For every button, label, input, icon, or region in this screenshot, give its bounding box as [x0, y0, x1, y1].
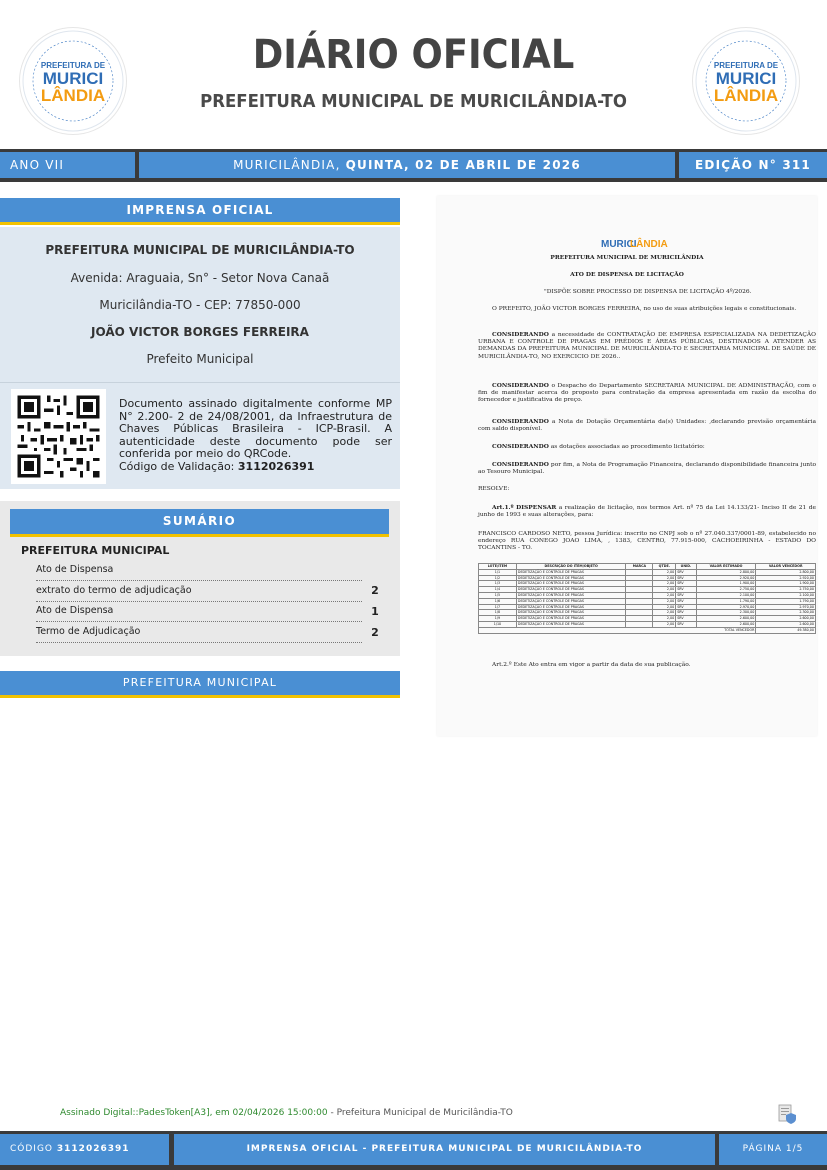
document-supplier: FRANCISCO CARDOSO NETO, pessoa Jurídica: inscrito no CNPJ sob o nº 27.040.337/0001-89, estabelecido no endereço RUA CONEGO JOAO LIMA, , 1383, CENTRO, 77.915-000, CACHOEIRINHA - ESTADO DO TOCANTINS - TO. [478, 531, 816, 552]
document-paragraph: O PREFEITO, JOÃO VICTOR BORGES FERREIRA, no uso de suas atribuições legais e constitucionais. [492, 306, 797, 312]
table-row: 1/3 DEDETIZAÇÃO E CONTROLE DE PRAGAS 2,00 SRV 1.900,00 1.900,00 [479, 581, 816, 587]
page-subtitle: PREFEITURA MUNICIPAL DE MURICILÂNDIA-TO [200, 91, 627, 112]
footer-bar [0, 1131, 827, 1170]
summary-item-label: Ato de Dispensa [36, 605, 114, 616]
mayor-role: Prefeito Municipal [146, 352, 254, 366]
table-header: VALOR VENCEDOR [756, 564, 816, 570]
summary-section-title: PREFEITURA MUNICIPAL [21, 544, 170, 557]
svg-text:LÂNDIA: LÂNDIA [713, 86, 779, 105]
digital-signature-notice [119, 398, 392, 474]
footer-title: IMPRENSA OFICIAL - PREFEITURA MUNICIPAL DE MURICILÂNDIA-TO [174, 1134, 715, 1165]
table-row: 1/4 DEDETIZAÇÃO E CONTROLE DE PRAGAS 2,00 SRV 2.750,00 2.750,00 [479, 587, 816, 593]
summary-item[interactable] [36, 581, 362, 602]
table-row: 1/6 DEDETIZAÇÃO E CONTROLE DE PRAGAS 2,00 SRV 1.790,00 1.790,00 [479, 598, 816, 604]
table-header: DESCRIÇÃO DO ITEM/OBJETO [516, 564, 625, 570]
signed-document-icon[interactable] [776, 1103, 798, 1125]
signature-org: - Prefeitura Municipal de Muricilândia-TO [327, 1108, 513, 1118]
edition-bar [0, 149, 827, 182]
section-bar: PREFEITURA MUNICIPAL [0, 671, 400, 698]
table-header: LOTE/ITEM [479, 564, 517, 570]
summary-item[interactable] [36, 622, 362, 643]
table-row: 1/8 DEDETIZAÇÃO E CONTROLE DE PRAGAS 2,00 SRV 2.300,00 2.300,00 [479, 610, 816, 616]
document-act-title: ATO DE DISPENSA DE LICITAÇÃO [570, 271, 684, 278]
scanned-act-document [437, 196, 817, 736]
validation-qr-code[interactable] [11, 389, 106, 484]
table-header: QTDE. [653, 564, 676, 570]
footer-code-value: 3112026391 [56, 1144, 130, 1154]
municipality-logo-right [693, 28, 799, 134]
table-row: 1/7 DEDETIZAÇÃO E CONTROLE DE PRAGAS 2,00 SRV 2.970,00 2.970,00 [479, 604, 816, 610]
summary-item-page: 1 [371, 605, 379, 618]
svg-text:MURICI: MURICI [715, 69, 777, 88]
divider [0, 382, 400, 383]
total-label: TOTAL VENCEDOR [479, 627, 756, 633]
svg-text:LÂNDIA: LÂNDIA [630, 239, 668, 250]
document-paragraph: CONSIDERANDO a necessidade de CONTRATAÇÃO DE EMPRESA ESPECIALIZADA NA DEDETIZAÇÃO URBANA E CONTROLE DE PRAGAS EM PRÉDIOS E ÁREAS PÚBLICAS, DESTINADOS A ATENDER AS DEMANDAS DA PREFEITURA MUNICIPAL DE MURICILÂNDIA-TO E SECRETARIA MUNICIPAL DE SAÚDE DE MURICILÂNDIA-TO, NO EXERCICIO DE 2026.. [478, 331, 816, 360]
table-row: 1/10 DEDETIZAÇÃO E CONTROLE DE PRAGAS 2,00 SRV 2.600,00 2.600,00 [479, 621, 816, 627]
svg-text:MURICI: MURICI [601, 239, 637, 250]
document-article-1: Art.1.º DISPENSAR a realização de licitação, nos termos Art. nº 75 da Lei 14.133/21- Inciso II de 21 de junho de 1993 e suas alterações, para: [478, 504, 817, 519]
qr-code-icon [11, 389, 106, 484]
org-name: PREFEITURA MUNICIPAL DE MURICILÂNDIA-TO [45, 243, 355, 257]
document-paragraph: CONSIDERANDO a Nota de Dotação Orçamentária da(s) Unidades: ,declarando previsão orçamentária com saldo disponível. [478, 418, 816, 433]
signature-info: Assinado Digital::PadesToken[A3], em 02/04/2026 15:00:00 [60, 1108, 328, 1118]
page-title: DIÁRIO OFICIAL [252, 32, 575, 78]
total-value: 49.380,00 [756, 627, 816, 633]
imprensa-heading: IMPRENSA OFICIAL [0, 198, 400, 225]
digital-signature-line [60, 1108, 513, 1118]
logo-graphic [693, 28, 799, 134]
summary-item-page: 2 [371, 626, 379, 639]
org-city-cep: Muricilândia-TO - CEP: 77850-000 [99, 298, 301, 312]
summary-item-label: Termo de Adjudicação [36, 626, 141, 637]
table-header: UNID. [676, 564, 697, 570]
org-address: Avenida: Araguaia, Sn° - Setor Nova Canaã [70, 271, 330, 285]
summary-item-label: Ato de Dispensa [36, 564, 114, 575]
document-resolve: RESOLVE: [478, 486, 510, 492]
validation-code: 3112026391 [237, 459, 315, 473]
svg-text:PREFEITURA DE: PREFEITURA DE [40, 61, 106, 70]
footer-code [0, 1134, 169, 1165]
document-paragraph: CONSIDERANDO as dotações associadas ao procedimento licitatório: [492, 443, 705, 450]
edition-number: EDIÇÃO N° 311 [679, 152, 827, 178]
document-article-2: Art.2.º Este Ato entra em vigor a partir da data de sua publicação. [492, 662, 691, 668]
table-row: 1/9 DEDETIZAÇÃO E CONTROLE DE PRAGAS 2,00 SRV 2.600,00 2.600,00 [479, 616, 816, 622]
summary-item-label: extrato do termo de adjudicação [36, 585, 192, 596]
table-header: VALOR ESTIMADO [696, 564, 756, 570]
footer-code-label: CÓDIGO [10, 1144, 54, 1154]
edition-year: ANO VII [0, 152, 135, 178]
svg-text:PREFEITURA DE: PREFEITURA DE [713, 61, 779, 70]
certificate-icon [776, 1103, 798, 1125]
summary-item[interactable] [36, 560, 362, 581]
summary-item-page: 2 [371, 584, 379, 597]
svg-text:MURICI: MURICI [42, 69, 104, 88]
summary-item[interactable] [36, 601, 362, 622]
edition-weekday-date: QUINTA, 02 DE ABRIL DE 2026 [345, 158, 581, 172]
signature-text: Documento assinado digitalmente conforme MP N° 2.200- 2 de 24/08/2001, da Infraestrutura de Chaves Públicas Brasileira - ICP-Brasil. A autenticidade deste documento pode ser conferida por meio do QRCode. [119, 397, 392, 461]
table-row: 1/1 DEDETIZAÇÃO E CONTROLE DE PRAGAS 2,00 SRV 2.800,00 2.800,00 [479, 569, 816, 575]
summary-heading: SUMÁRIO [10, 509, 389, 537]
document-paragraph: CONSIDERANDO o Despacho do Departamento SECRETARIA MUNICIPAL DE ADMINISTRAÇÃO, com o fim de manifestar acerca do proposto para contratação da empresa apresentada em razão da escolha do fornecedor e justificativa de preço. [478, 382, 817, 404]
document-ementa: "DISPÕE SOBRE PROCESSO DE DISPENSA DE LICITAÇÃO 4º/2026. [544, 289, 752, 295]
table-row: 1/2 DEDETIZAÇÃO E CONTROLE DE PRAGAS 2,00 SRV 2.920,00 2.920,00 [479, 575, 816, 581]
table-row: 1/5 DEDETIZAÇÃO E CONTROLE DE PRAGAS 2,00 SRV 2.100,00 2.100,00 [479, 592, 816, 598]
document-paragraph: CONSIDERANDO por fim, a Nota de Programação Financeira, declarando disponibilidade financeira junto ao Tesouro Municipal. [478, 461, 817, 476]
table-total-row [479, 627, 816, 633]
svg-text:LÂNDIA: LÂNDIA [40, 86, 106, 105]
edition-city: MURICILÂNDIA, [233, 158, 341, 172]
table-header: MARCA [626, 564, 653, 570]
edition-date [139, 152, 675, 178]
validation-label: Código de Validação: [119, 459, 235, 473]
footer-page-number: PÁGINA 1/5 [719, 1134, 827, 1165]
document-org: PREFEITURA MUNICIPAL DE MURICILÂNDIA [550, 254, 704, 261]
items-table [478, 563, 816, 634]
document-logo [595, 237, 668, 250]
mayor-name: JOÃO VICTOR BORGES FERREIRA [91, 325, 309, 339]
